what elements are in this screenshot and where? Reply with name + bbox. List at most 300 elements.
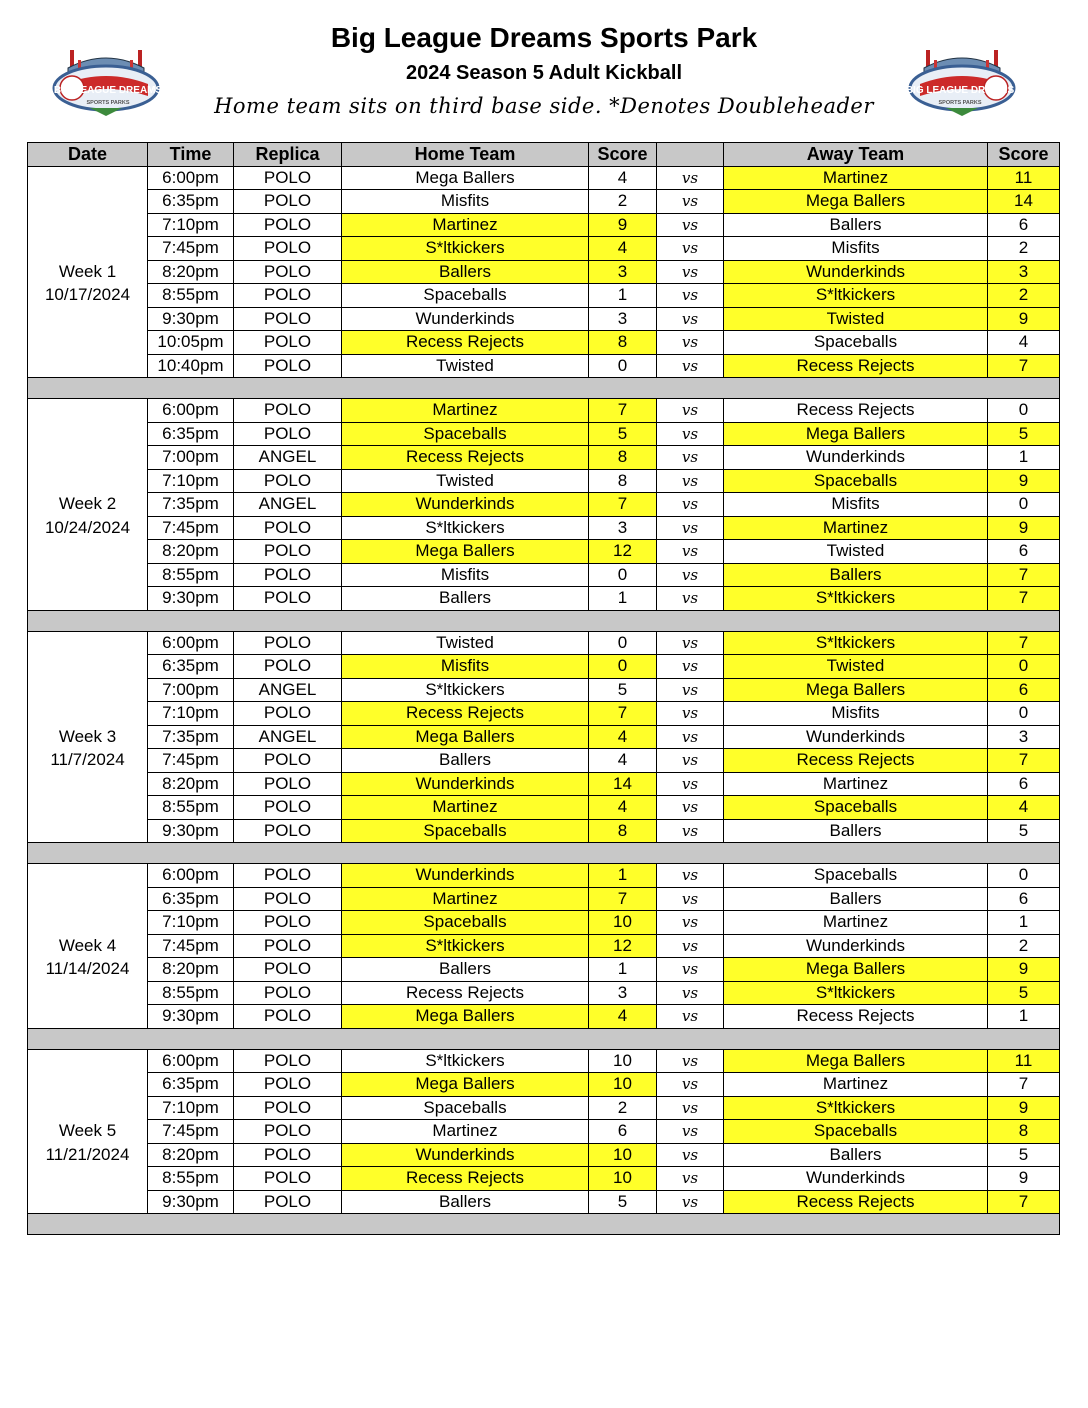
logo-text-bottom: SPORTS PARKS (938, 100, 982, 106)
home-team: Misfits (342, 563, 589, 587)
vs-label: vs (657, 749, 724, 773)
table-row (28, 493, 1060, 517)
date-cell (28, 166, 148, 190)
away-team: Ballers (724, 213, 988, 237)
vs-label: vs (657, 422, 724, 446)
vs-label: vs (657, 934, 724, 958)
game-time: 6:00pm (148, 1049, 234, 1073)
game-time: 6:35pm (148, 655, 234, 679)
away-team: Wunderkinds (724, 260, 988, 284)
away-score: 9 (988, 1096, 1060, 1120)
replica-field: POLO (234, 399, 342, 423)
home-score: 3 (589, 260, 657, 284)
game-time: 7:45pm (148, 934, 234, 958)
date-cell (28, 1049, 148, 1073)
table-row (28, 1120, 1060, 1144)
home-score: 4 (589, 1005, 657, 1029)
away-score: 7 (988, 354, 1060, 378)
date-cell (28, 864, 148, 888)
home-team: Ballers (342, 958, 589, 982)
table-row (28, 237, 1060, 261)
home-score: 14 (589, 772, 657, 796)
game-time: 7:10pm (148, 469, 234, 493)
home-score: 5 (589, 1190, 657, 1214)
home-score: 1 (589, 587, 657, 611)
replica-field: POLO (234, 563, 342, 587)
date-cell (28, 469, 148, 493)
game-time: 8:20pm (148, 1143, 234, 1167)
vs-label: vs (657, 307, 724, 331)
game-time: 10:40pm (148, 354, 234, 378)
replica-field: POLO (234, 469, 342, 493)
replica-field: POLO (234, 1073, 342, 1097)
date-cell (28, 631, 148, 655)
vs-label: vs (657, 190, 724, 214)
away-score: 7 (988, 587, 1060, 611)
table-row (28, 981, 1060, 1005)
game-time: 8:20pm (148, 540, 234, 564)
away-team: Twisted (724, 307, 988, 331)
vs-label: vs (657, 981, 724, 1005)
date-cell (28, 237, 148, 261)
separator-bar (28, 1028, 1060, 1049)
away-team: Mega Ballers (724, 958, 988, 982)
table-row (28, 958, 1060, 982)
home-score: 0 (589, 563, 657, 587)
away-score: 2 (988, 934, 1060, 958)
vs-label: vs (657, 864, 724, 888)
week-date: 11/21/2024 (28, 1143, 148, 1167)
game-time: 6:00pm (148, 864, 234, 888)
away-score: 9 (988, 469, 1060, 493)
game-time: 9:30pm (148, 307, 234, 331)
vs-label: vs (657, 469, 724, 493)
table-row (28, 702, 1060, 726)
replica-field: POLO (234, 1049, 342, 1073)
away-score: 1 (988, 446, 1060, 470)
table-row (28, 587, 1060, 611)
home-score: 4 (589, 749, 657, 773)
table-row (28, 422, 1060, 446)
home-team: Recess Rejects (342, 702, 589, 726)
table-row (28, 655, 1060, 679)
replica-field: POLO (234, 1190, 342, 1214)
replica-field: ANGEL (234, 725, 342, 749)
game-time: 7:00pm (148, 678, 234, 702)
replica-field: POLO (234, 331, 342, 355)
table-row (28, 166, 1060, 190)
date-cell (28, 1073, 148, 1097)
table-row (28, 887, 1060, 911)
away-score: 3 (988, 260, 1060, 284)
vs-label: vs (657, 166, 724, 190)
table-row (28, 911, 1060, 935)
separator-bar (28, 1214, 1060, 1235)
home-score: 3 (589, 307, 657, 331)
week-label: Week 5 (28, 1120, 148, 1144)
home-team: Twisted (342, 354, 589, 378)
date-cell (28, 796, 148, 820)
away-score: 1 (988, 911, 1060, 935)
away-team: Ballers (724, 819, 988, 843)
home-score: 9 (589, 213, 657, 237)
game-time: 7:45pm (148, 749, 234, 773)
replica-field: POLO (234, 958, 342, 982)
away-team: Martinez (724, 911, 988, 935)
logo-text-bottom: SPORTS PARKS (86, 100, 130, 106)
home-score: 5 (589, 678, 657, 702)
replica-field: POLO (234, 934, 342, 958)
replica-field: POLO (234, 631, 342, 655)
game-time: 8:55pm (148, 1167, 234, 1191)
home-team: Martinez (342, 399, 589, 423)
week-separator (28, 378, 1060, 399)
table-row (28, 516, 1060, 540)
table-row (28, 190, 1060, 214)
home-score: 10 (589, 1073, 657, 1097)
away-team: S*ltkickers (724, 587, 988, 611)
vs-label: vs (657, 516, 724, 540)
away-team: Martinez (724, 772, 988, 796)
vs-label: vs (657, 237, 724, 261)
table-row (28, 399, 1060, 423)
home-score: 2 (589, 1096, 657, 1120)
date-cell (28, 563, 148, 587)
date-cell (28, 772, 148, 796)
vs-label: vs (657, 796, 724, 820)
away-team: Wunderkinds (724, 934, 988, 958)
vs-label: vs (657, 1167, 724, 1191)
table-row (28, 678, 1060, 702)
col-header-away-team: Away Team (724, 143, 988, 167)
date-cell (28, 422, 148, 446)
date-cell (28, 1167, 148, 1191)
date-cell (28, 819, 148, 843)
date-cell (28, 1096, 148, 1120)
home-team: Twisted (342, 469, 589, 493)
table-row (28, 1190, 1060, 1214)
table-row (28, 819, 1060, 843)
replica-field: POLO (234, 702, 342, 726)
away-team: Wunderkinds (724, 725, 988, 749)
away-score: 0 (988, 399, 1060, 423)
vs-label: vs (657, 631, 724, 655)
away-team: S*ltkickers (724, 631, 988, 655)
date-cell (28, 307, 148, 331)
away-score: 14 (988, 190, 1060, 214)
game-time: 9:30pm (148, 819, 234, 843)
vs-label: vs (657, 331, 724, 355)
week-label: Week 2 (28, 493, 148, 517)
replica-field: POLO (234, 260, 342, 284)
col-header-replica: Replica (234, 143, 342, 167)
home-team: S*ltkickers (342, 1049, 589, 1073)
game-time: 6:35pm (148, 887, 234, 911)
home-team: Wunderkinds (342, 1143, 589, 1167)
away-score: 6 (988, 772, 1060, 796)
game-time: 7:10pm (148, 1096, 234, 1120)
away-team: Spaceballs (724, 796, 988, 820)
game-time: 8:55pm (148, 981, 234, 1005)
away-score: 7 (988, 1190, 1060, 1214)
home-team: Spaceballs (342, 819, 589, 843)
home-team: Martinez (342, 796, 589, 820)
home-score: 8 (589, 331, 657, 355)
home-team: Recess Rejects (342, 1167, 589, 1191)
away-score: 3 (988, 725, 1060, 749)
replica-field: POLO (234, 587, 342, 611)
vs-label: vs (657, 540, 724, 564)
away-score: 9 (988, 1167, 1060, 1191)
home-score: 10 (589, 1143, 657, 1167)
home-score: 2 (589, 190, 657, 214)
replica-field: POLO (234, 1120, 342, 1144)
home-team: Ballers (342, 749, 589, 773)
week-date: 11/14/2024 (28, 958, 148, 982)
table-row (28, 1167, 1060, 1191)
away-score: 2 (988, 237, 1060, 261)
table-row (28, 331, 1060, 355)
away-team: Martinez (724, 1073, 988, 1097)
replica-field: POLO (234, 307, 342, 331)
away-score: 5 (988, 819, 1060, 843)
date-cell (28, 655, 148, 679)
home-score: 0 (589, 354, 657, 378)
vs-label: vs (657, 1005, 724, 1029)
replica-field: ANGEL (234, 446, 342, 470)
date-cell (28, 587, 148, 611)
schedule-body (28, 166, 1060, 1235)
table-row (28, 1049, 1060, 1073)
replica-field: POLO (234, 190, 342, 214)
away-team: Spaceballs (724, 864, 988, 888)
vs-label: vs (657, 958, 724, 982)
vs-label: vs (657, 1120, 724, 1144)
week-date: 10/24/2024 (28, 516, 148, 540)
game-time: 6:00pm (148, 166, 234, 190)
week-date: 11/7/2024 (28, 749, 148, 773)
home-score: 7 (589, 887, 657, 911)
col-header-home-score: Score (589, 143, 657, 167)
vs-label: vs (657, 1190, 724, 1214)
home-team: Recess Rejects (342, 331, 589, 355)
game-time: 6:35pm (148, 422, 234, 446)
game-time: 9:30pm (148, 1005, 234, 1029)
home-score: 3 (589, 981, 657, 1005)
date-cell (28, 887, 148, 911)
away-score: 4 (988, 331, 1060, 355)
away-team: Mega Ballers (724, 678, 988, 702)
home-team: Spaceballs (342, 422, 589, 446)
home-team: Spaceballs (342, 1096, 589, 1120)
table-row (28, 934, 1060, 958)
table-row (28, 749, 1060, 773)
replica-field: POLO (234, 981, 342, 1005)
vs-label: vs (657, 563, 724, 587)
away-team: Martinez (724, 166, 988, 190)
away-score: 7 (988, 749, 1060, 773)
home-score: 4 (589, 725, 657, 749)
date-cell (28, 399, 148, 423)
home-score: 10 (589, 1049, 657, 1073)
away-score: 2 (988, 284, 1060, 308)
home-score: 4 (589, 796, 657, 820)
away-team: Misfits (724, 237, 988, 261)
table-row (28, 307, 1060, 331)
col-header-away-score: Score (988, 143, 1060, 167)
vs-label: vs (657, 1143, 724, 1167)
replica-field: POLO (234, 819, 342, 843)
date-cell (28, 331, 148, 355)
home-score: 3 (589, 516, 657, 540)
replica-field: POLO (234, 887, 342, 911)
week-label: Week 1 (28, 260, 148, 284)
away-team: Ballers (724, 563, 988, 587)
vs-label: vs (657, 446, 724, 470)
home-score: 5 (589, 422, 657, 446)
date-cell (28, 540, 148, 564)
home-team: Martinez (342, 887, 589, 911)
replica-field: POLO (234, 1005, 342, 1029)
home-score: 10 (589, 1167, 657, 1191)
home-score: 0 (589, 631, 657, 655)
home-score: 7 (589, 399, 657, 423)
home-team: Spaceballs (342, 284, 589, 308)
vs-label: vs (657, 260, 724, 284)
schedule-table (27, 142, 1060, 1235)
week-label: Week 4 (28, 934, 148, 958)
replica-field: POLO (234, 772, 342, 796)
week-separator (28, 1214, 1060, 1235)
home-team: Wunderkinds (342, 864, 589, 888)
table-row (28, 260, 1060, 284)
replica-field: POLO (234, 864, 342, 888)
col-header-date: Date (28, 143, 148, 167)
week-date: 10/17/2024 (28, 284, 148, 308)
table-row (28, 864, 1060, 888)
vs-label: vs (657, 213, 724, 237)
away-team: Recess Rejects (724, 354, 988, 378)
separator-bar (28, 610, 1060, 631)
home-team: Martinez (342, 213, 589, 237)
game-time: 10:05pm (148, 331, 234, 355)
home-score: 12 (589, 540, 657, 564)
replica-field: POLO (234, 284, 342, 308)
game-time: 6:00pm (148, 631, 234, 655)
game-time: 9:30pm (148, 587, 234, 611)
away-score: 7 (988, 631, 1060, 655)
home-score: 12 (589, 934, 657, 958)
replica-field: POLO (234, 237, 342, 261)
away-team: Recess Rejects (724, 749, 988, 773)
game-time: 6:35pm (148, 1073, 234, 1097)
table-row (28, 725, 1060, 749)
home-team: Mega Ballers (342, 725, 589, 749)
away-team: Recess Rejects (724, 1005, 988, 1029)
home-score: 1 (589, 284, 657, 308)
away-team: S*ltkickers (724, 1096, 988, 1120)
away-team: Mega Ballers (724, 190, 988, 214)
game-time: 7:10pm (148, 911, 234, 935)
replica-field: POLO (234, 354, 342, 378)
game-time: 8:20pm (148, 260, 234, 284)
week-separator (28, 843, 1060, 864)
week-label: Week 3 (28, 725, 148, 749)
replica-field: POLO (234, 540, 342, 564)
vs-label: vs (657, 1073, 724, 1097)
date-cell (28, 1190, 148, 1214)
away-score: 11 (988, 1049, 1060, 1073)
home-score: 6 (589, 1120, 657, 1144)
home-team: Mega Ballers (342, 1005, 589, 1029)
week-separator (28, 610, 1060, 631)
away-score: 1 (988, 1005, 1060, 1029)
home-score: 4 (589, 166, 657, 190)
away-score: 6 (988, 213, 1060, 237)
game-time: 8:55pm (148, 796, 234, 820)
week-separator (28, 1028, 1060, 1049)
away-score: 0 (988, 493, 1060, 517)
away-team: Martinez (724, 516, 988, 540)
away-team: Spaceballs (724, 1120, 988, 1144)
vs-label: vs (657, 493, 724, 517)
date-cell (28, 702, 148, 726)
away-score: 4 (988, 796, 1060, 820)
home-team: S*ltkickers (342, 516, 589, 540)
home-team: Misfits (342, 655, 589, 679)
vs-label: vs (657, 587, 724, 611)
table-row (28, 446, 1060, 470)
away-score: 0 (988, 655, 1060, 679)
replica-field: POLO (234, 796, 342, 820)
away-score: 9 (988, 958, 1060, 982)
home-score: 1 (589, 958, 657, 982)
home-score: 10 (589, 911, 657, 935)
page-note: Home team sits on third base side. *Denotes Doubleheader (214, 94, 874, 118)
date-cell (28, 678, 148, 702)
table-row (28, 772, 1060, 796)
home-team: Spaceballs (342, 911, 589, 935)
away-score: 0 (988, 864, 1060, 888)
away-score: 9 (988, 307, 1060, 331)
date-cell (28, 190, 148, 214)
vs-label: vs (657, 702, 724, 726)
game-time: 8:55pm (148, 284, 234, 308)
logo-text-top: BIG LEAGUE DREAMS (53, 85, 162, 96)
table-row (28, 354, 1060, 378)
away-score: 8 (988, 1120, 1060, 1144)
away-team: Spaceballs (724, 469, 988, 493)
col-header-home-team: Home Team (342, 143, 589, 167)
table-row (28, 284, 1060, 308)
date-cell (28, 213, 148, 237)
home-team: Misfits (342, 190, 589, 214)
away-score: 6 (988, 887, 1060, 911)
table-header-row (28, 143, 1060, 167)
home-score: 4 (589, 237, 657, 261)
away-team: Recess Rejects (724, 399, 988, 423)
replica-field: POLO (234, 516, 342, 540)
replica-field: POLO (234, 911, 342, 935)
away-score: 0 (988, 702, 1060, 726)
away-team: Wunderkinds (724, 1167, 988, 1191)
date-cell (28, 1005, 148, 1029)
replica-field: ANGEL (234, 678, 342, 702)
away-team: Spaceballs (724, 331, 988, 355)
home-team: Ballers (342, 260, 589, 284)
vs-label: vs (657, 354, 724, 378)
home-score: 7 (589, 702, 657, 726)
